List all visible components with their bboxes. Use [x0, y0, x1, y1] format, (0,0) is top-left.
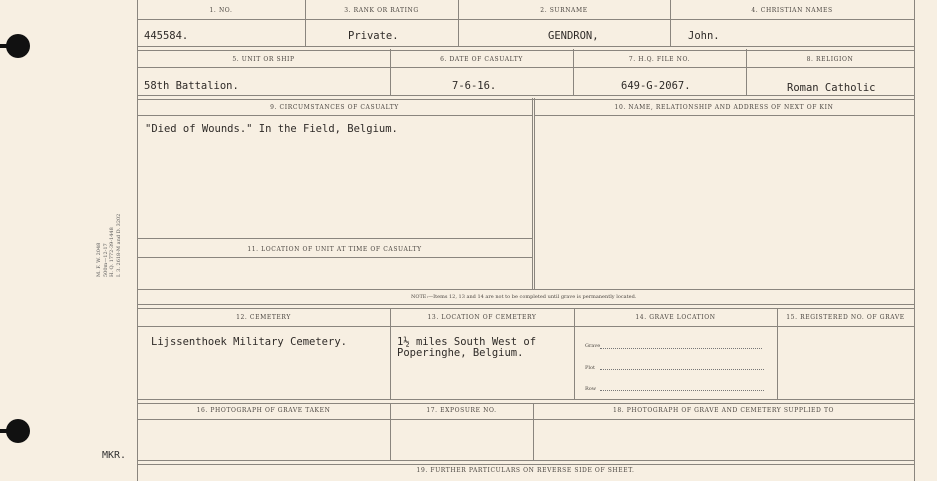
row-field-label: Row	[585, 386, 597, 392]
christian-names-value: John.	[688, 30, 720, 42]
header-registered-no: 15. REGISTERED NO. OF GRAVE	[786, 314, 905, 321]
rule	[137, 460, 914, 465]
header-location-of-unit: 11. LOCATION OF UNIT AT TIME OF CASUALTY	[247, 246, 422, 253]
rule	[137, 289, 914, 290]
date-value: 7-6-16.	[452, 80, 497, 92]
rule	[137, 67, 914, 68]
rank-value: Private.	[348, 30, 399, 42]
rule	[137, 399, 914, 404]
hq-file-value: 649-G-2067.	[621, 80, 691, 92]
rule	[534, 115, 914, 116]
rule	[137, 238, 532, 239]
rule	[137, 257, 532, 258]
header-grave-location: 14. GRAVE LOCATION	[635, 314, 716, 321]
header-location-of-cemetery: 13. LOCATION OF CEMETERY	[427, 314, 537, 321]
rule	[137, 115, 532, 116]
cemetery-location-line2: Poperinghe, Belgium.	[397, 347, 524, 359]
rule	[137, 19, 914, 20]
header-no: 1. NO.	[209, 7, 233, 14]
plot-field-label: Plot	[585, 365, 595, 371]
rule	[137, 304, 914, 309]
circumstances-value: "Died of Wounds." In the Field, Belgium.	[145, 123, 398, 135]
grave-field-line	[600, 348, 762, 349]
header-religion: 8. RELIGION	[806, 56, 854, 63]
header-surname: 2. SURNAME	[540, 7, 588, 14]
form-reference: M. F. W. 2048 500m—12-17 H. Q. 1772-39-1448 I. 3. 2618-M and D. 3202	[96, 213, 122, 277]
header-next-of-kin: 10. NAME, RELATIONSHIP AND ADDRESS OF NEXT OF KIN	[614, 104, 834, 111]
plot-field-line	[600, 369, 764, 370]
cemetery-location-line1: 1½ miles South West of	[397, 336, 537, 348]
unit-value: 58th Battalion.	[144, 80, 239, 92]
header-photo-taken: 16. PHOTOGRAPH OF GRAVE TAKEN	[196, 407, 331, 414]
rule	[137, 419, 914, 420]
header-rank: 3. RANK OR RATING	[344, 7, 419, 14]
rule	[137, 95, 914, 100]
row-field-line	[600, 390, 764, 391]
header-date: 6. DATE OF CASUALTY	[440, 56, 523, 63]
header-unit: 5. UNIT OR SHIP	[232, 56, 295, 63]
rule	[574, 308, 575, 400]
service-number: 445584.	[144, 30, 189, 42]
rule	[137, 326, 914, 327]
rule	[532, 98, 533, 290]
cemetery-value: Lijssenthoek Military Cemetery.	[151, 336, 347, 348]
grave-field-label: Grave	[585, 343, 601, 349]
form-right-border	[914, 0, 915, 481]
punch-hole-top-tail	[0, 44, 10, 48]
header-christian-names: 4. CHRISTIAN NAMES	[751, 7, 833, 14]
header-cemetery: 12. CEMETERY	[236, 314, 291, 321]
header-exposure: 17. EXPOSURE NO.	[426, 407, 497, 414]
note-text: NOTE:—Items 12, 13 and 14 are not to be completed until grave is permanently located.	[411, 294, 637, 300]
clerk-initials: MKR.	[102, 450, 127, 461]
header-circumstances: 9. CIRCUMSTANCES OF CASUALTY	[270, 104, 399, 111]
rule	[534, 98, 535, 290]
rule	[777, 308, 778, 400]
header-photo-supplied: 18. PHOTOGRAPH OF GRAVE AND CEMETERY SUPPLIED TO	[612, 407, 835, 414]
rule	[137, 46, 914, 51]
footer-further-particulars: 19. FURTHER PARTICULARS ON REVERSE SIDE OF SHEET.	[416, 467, 635, 474]
punch-hole-bottom-tail	[0, 429, 10, 433]
header-hq-file: 7. H.Q. FILE NO.	[628, 56, 691, 63]
rule	[390, 308, 391, 400]
religion-value: Roman Catholic	[787, 82, 876, 94]
surname-value: GENDRON,	[548, 30, 599, 42]
